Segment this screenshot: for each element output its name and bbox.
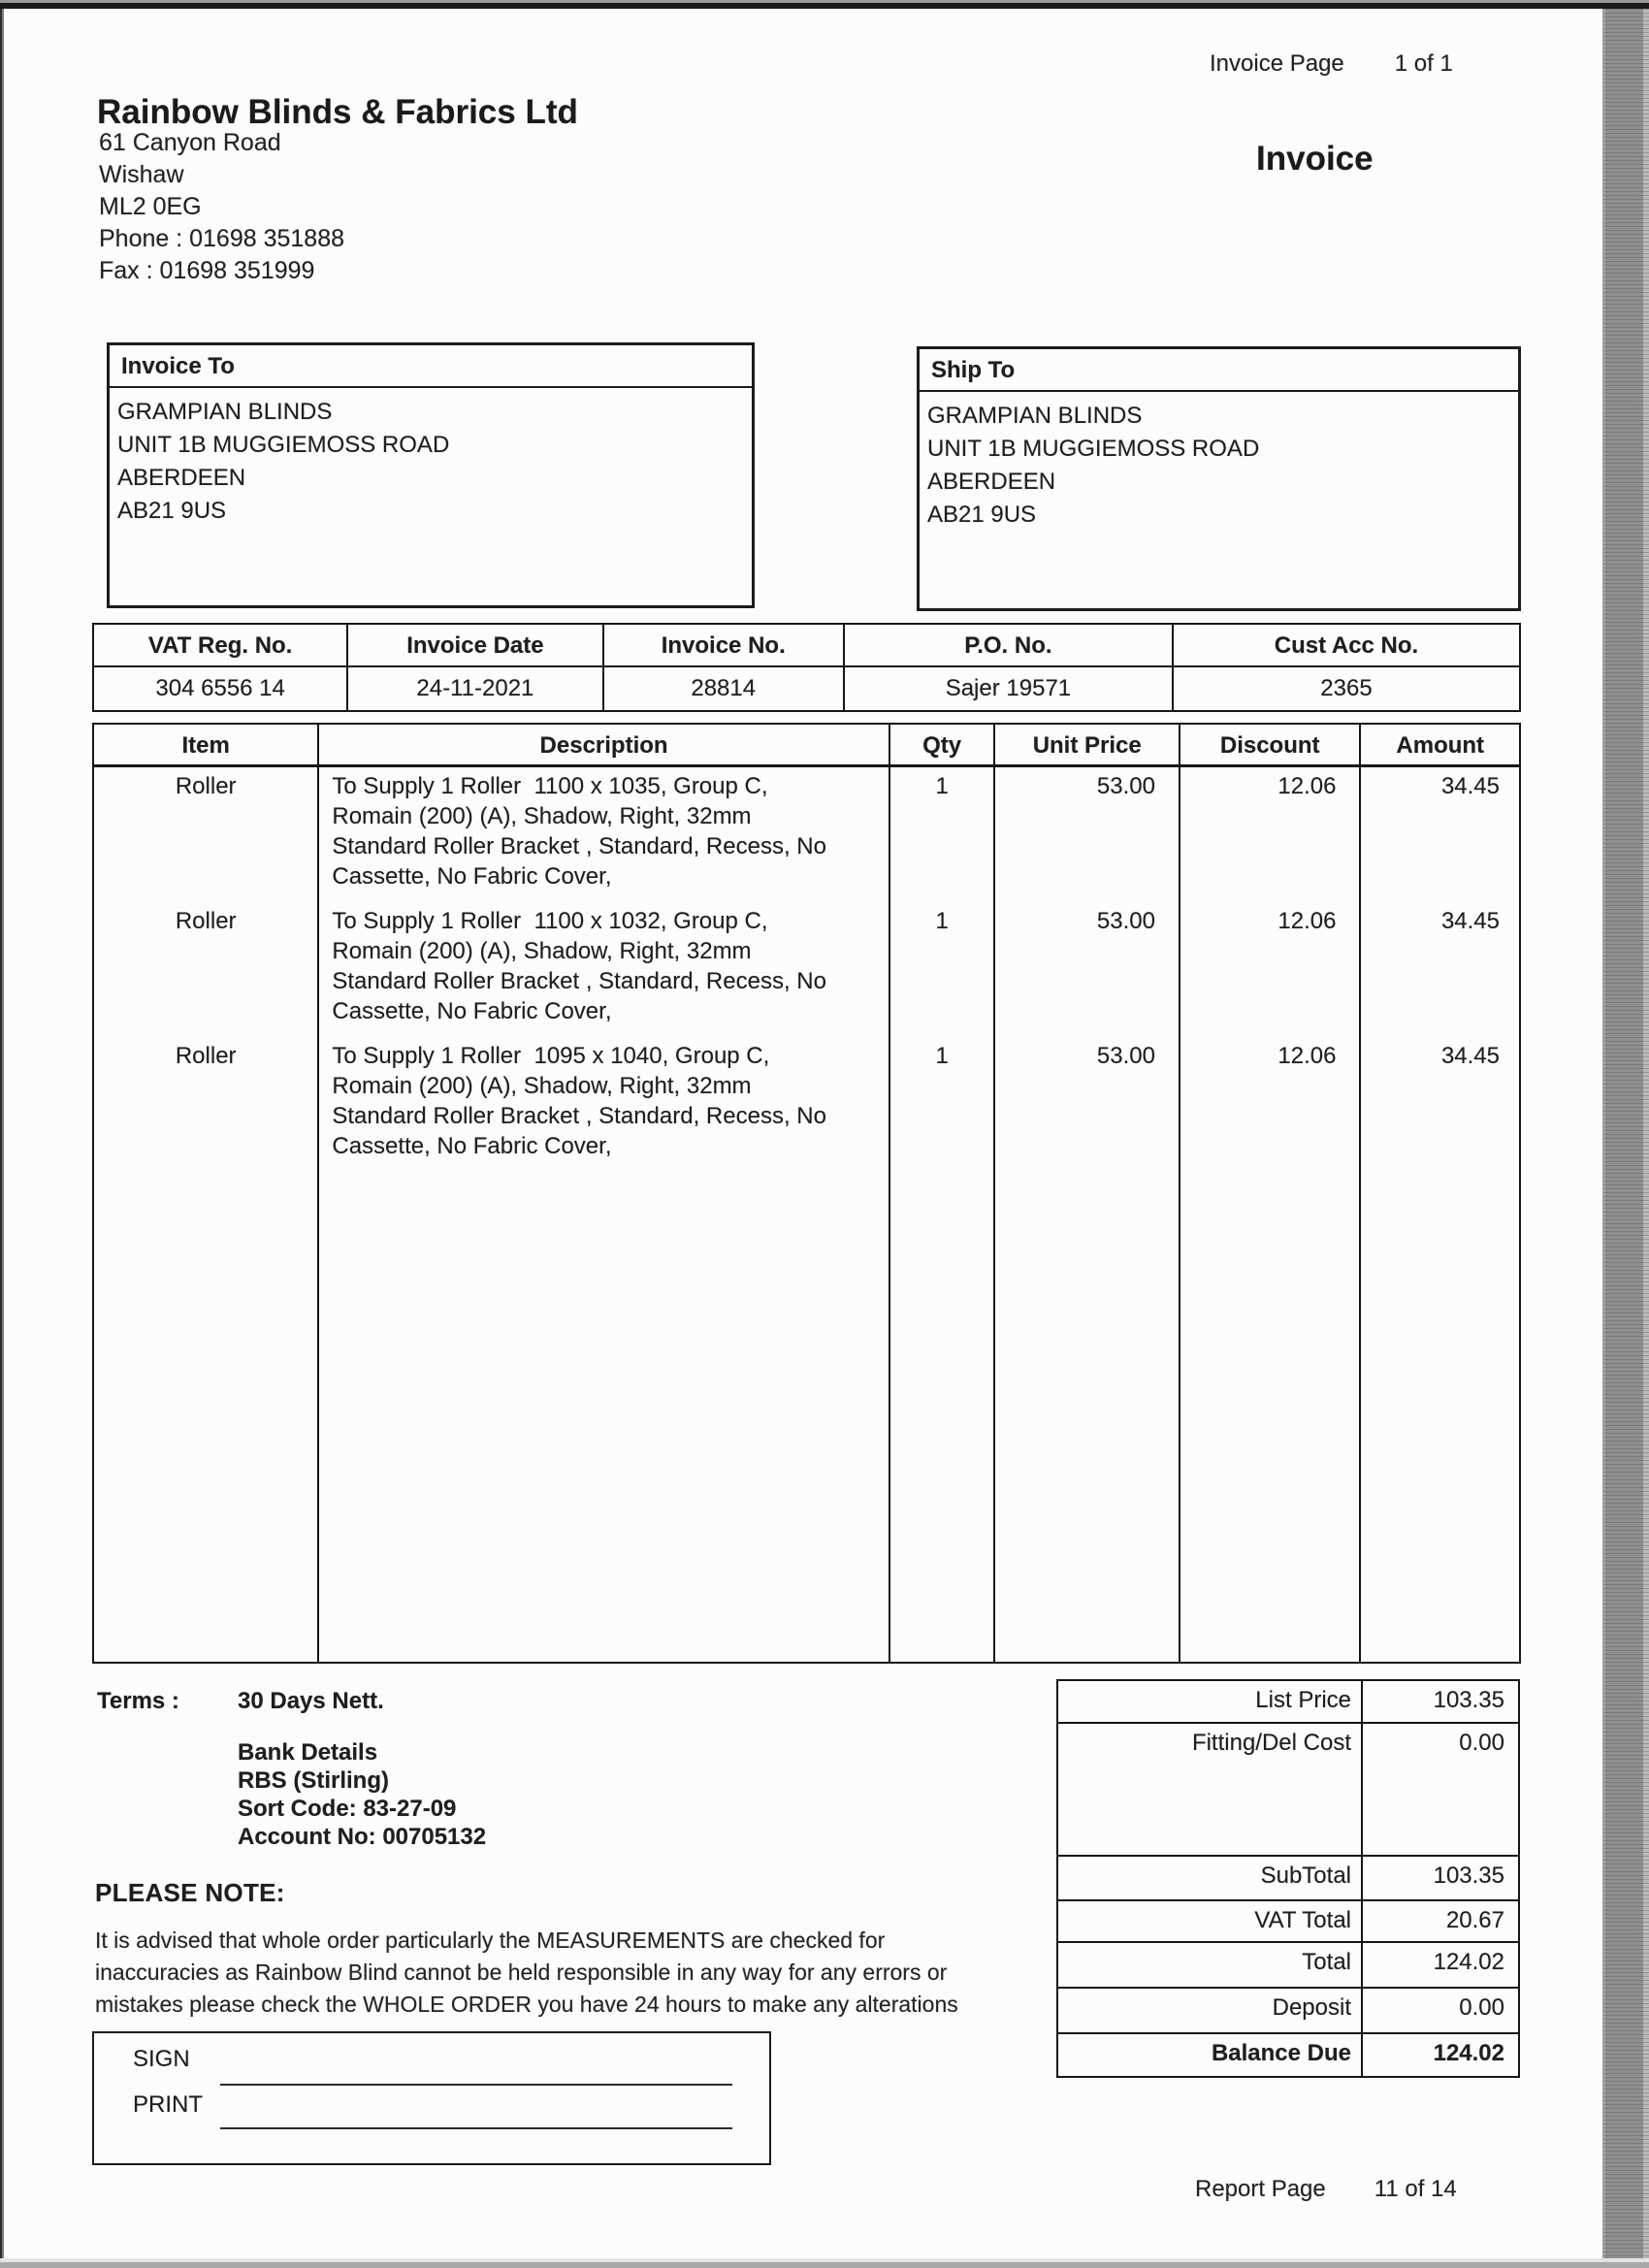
description-line: Romain (200) (A), Shadow, Right, 32mm (332, 938, 752, 964)
company-address-line: ML2 0EG (99, 193, 202, 220)
description-line: Standard Roller Bracket , Standard, Recess, No (332, 833, 826, 859)
terms-value: 30 Days Nett. (238, 1688, 384, 1714)
bank-details (238, 1738, 486, 1851)
amount-cell: 34.45 (1440, 773, 1500, 799)
meta-header-cust-acc-no: Cust Acc No. (1274, 632, 1419, 659)
qty-column (890, 767, 996, 1662)
company-name: Rainbow Blinds & Fabrics Ltd (97, 93, 578, 131)
item-cell: Roller (175, 908, 237, 934)
report-page-label: Report Page (1195, 2176, 1326, 2202)
unit-price-column (995, 767, 1180, 1662)
items-body (94, 767, 1519, 1662)
scan-bottom-edge (0, 2258, 1649, 2268)
invoice-page-indicator (1210, 50, 1453, 78)
total-row-balance-due (1058, 2034, 1518, 2076)
scan-top-edge (0, 0, 1649, 9)
discount-column (1180, 767, 1362, 1662)
ship-to-line: AB21 9US (927, 502, 1037, 528)
discount-cell: 12.06 (1277, 773, 1337, 799)
company-address-line: 61 Canyon Road (99, 129, 281, 156)
meta-header-po-no: P.O. No. (845, 625, 1174, 665)
invoice-to-line: GRAMPIAN BLINDS (117, 399, 333, 425)
balance-due-label: Balance Due (1058, 2034, 1363, 2076)
company-address-line: Wishaw (99, 161, 184, 188)
unit-price-cell: 53.00 (1096, 908, 1155, 934)
description-line: Standard Roller Bracket , Standard, Recess, No (332, 968, 826, 994)
bank-details-title: Bank Details (238, 1739, 378, 1766)
bank-account-no: Account No: 00705132 (238, 1824, 487, 1850)
invoice-page-label: Invoice Page (1210, 50, 1344, 77)
meta-value-po-no: Sajer 19571 (845, 667, 1174, 710)
sign-label: SIGN (133, 2046, 190, 2072)
vat-total-value: 20.67 (1445, 1907, 1504, 1933)
total-value: 124.02 (1433, 1949, 1504, 1975)
bank-sort-code: Sort Code: 83-27-09 (238, 1796, 457, 1822)
total-row-vat-total (1058, 1901, 1518, 1943)
disclaimer-line: inaccuracies as Rainbow Blind cannot be held responsible in any way for any errors or (95, 1960, 948, 1985)
invoice-to-address (110, 388, 752, 528)
document-title: Invoice (1256, 140, 1374, 178)
subtotal-value: 103.35 (1433, 1863, 1504, 1889)
fitting-del-cost-label: Fitting/Del Cost (1058, 1724, 1363, 1855)
items-header-item: Item (94, 725, 319, 764)
description-line: Cassette, No Fabric Cover, (332, 1133, 612, 1159)
items-header-description: Description (319, 725, 889, 764)
terms-label: Terms : (97, 1688, 179, 1714)
meta-header-row (94, 625, 1519, 667)
description-line: To Supply 1 Roller 1095 x 1040, Group C, (332, 1043, 770, 1069)
disclaimer-line: mistakes please check the WHOLE ORDER you have 24 hours to make any alterations (95, 1992, 958, 2017)
qty-cell: 1 (935, 773, 949, 799)
report-page-value: 11 of 14 (1374, 2176, 1457, 2202)
description-line: To Supply 1 Roller 1100 x 1035, Group C, (332, 773, 768, 799)
totals-box (1056, 1679, 1520, 2078)
meta-header-invoice-no: Invoice No. (604, 625, 845, 665)
sign-line (220, 2084, 732, 2086)
qty-cell: 1 (935, 1043, 949, 1069)
items-header-qty: Qty (890, 725, 996, 764)
ship-to-line: UNIT 1B MUGGIEMOSS ROAD (927, 436, 1260, 462)
description-line: Cassette, No Fabric Cover, (332, 998, 612, 1024)
list-price-label: List Price (1058, 1681, 1363, 1722)
invoice-to-line: AB21 9US (117, 498, 227, 524)
unit-price-cell: 53.00 (1096, 773, 1155, 799)
meta-header-invoice-date: Invoice Date (348, 625, 603, 665)
meta-value-vat-reg-no: 304 6556 14 (94, 667, 348, 710)
qty-cell: 1 (935, 908, 949, 934)
disclaimer-line: It is advised that whole order particularly the MEASUREMENTS are checked for (95, 1928, 886, 1953)
meta-value-cust-acc-no: 2365 (1320, 675, 1373, 701)
items-header-row (94, 725, 1519, 767)
items-header-discount: Discount (1180, 725, 1362, 764)
scan-left-edge (0, 9, 4, 2268)
description-cell (319, 906, 888, 1041)
deposit-value: 0.00 (1459, 1994, 1504, 2021)
amount-cell: 34.45 (1440, 1043, 1500, 1069)
report-page-indicator (1195, 2176, 1457, 2203)
scan-right-band (1602, 9, 1649, 2268)
invoice-meta-table (92, 623, 1521, 712)
description-column (319, 767, 889, 1662)
company-fax: Fax : 01698 351999 (99, 257, 315, 284)
invoice-to-line: UNIT 1B MUGGIEMOSS ROAD (117, 432, 450, 458)
vat-total-label: VAT Total (1058, 1901, 1363, 1941)
invoice-page-value: 1 of 1 (1394, 50, 1453, 77)
company-address (99, 127, 344, 287)
items-header-unit-price: Unit Price (995, 725, 1180, 764)
subtotal-label: SubTotal (1058, 1857, 1363, 1899)
meta-value-invoice-no: 28814 (604, 667, 845, 710)
signature-box (92, 2031, 771, 2165)
amount-column (1361, 767, 1519, 1662)
total-row-total (1058, 1943, 1518, 1989)
items-header-amount: Amount (1396, 732, 1485, 759)
disclaimer-note (95, 1925, 958, 2021)
balance-due-value: 124.02 (1433, 2040, 1504, 2066)
ship-to-title: Ship To (920, 349, 1518, 392)
print-line (220, 2127, 732, 2129)
description-line: Romain (200) (A), Shadow, Right, 32mm (332, 1073, 752, 1099)
list-price-value: 103.35 (1433, 1687, 1504, 1713)
total-row-deposit (1058, 1989, 1518, 2034)
description-line: To Supply 1 Roller 1100 x 1032, Group C, (332, 908, 768, 934)
please-note-title: PLEASE NOTE: (95, 1878, 285, 1907)
ship-to-line: ABERDEEN (927, 469, 1056, 495)
description-cell (319, 1041, 888, 1176)
invoice-to-title: Invoice To (110, 345, 752, 388)
line-items-table (92, 723, 1521, 1664)
description-cell (319, 771, 888, 906)
item-cell: Roller (175, 773, 237, 799)
description-line: Romain (200) (A), Shadow, Right, 32mm (332, 803, 752, 829)
total-row-subtotal (1058, 1857, 1518, 1901)
total-label: Total (1058, 1943, 1363, 1987)
meta-value-invoice-date: 24-11-2021 (348, 667, 603, 710)
ship-to-box (917, 346, 1521, 611)
unit-price-cell: 53.00 (1096, 1043, 1155, 1069)
discount-cell: 12.06 (1277, 1043, 1337, 1069)
fitting-del-cost-value: 0.00 (1459, 1730, 1504, 1756)
total-row-list-price (1058, 1681, 1518, 1724)
amount-cell: 34.45 (1440, 908, 1500, 934)
meta-value-row (94, 667, 1519, 710)
item-column (94, 767, 319, 1662)
ship-to-address (920, 392, 1518, 532)
invoice-to-box (107, 342, 755, 608)
print-label: PRINT (133, 2091, 203, 2118)
company-phone: Phone : 01698 351888 (99, 225, 345, 252)
bank-name: RBS (Stirling) (238, 1767, 389, 1794)
ship-to-line: GRAMPIAN BLINDS (927, 403, 1143, 429)
meta-header-vat-reg-no: VAT Reg. No. (94, 625, 348, 665)
invoice-to-line: ABERDEEN (117, 465, 246, 491)
discount-cell: 12.06 (1277, 908, 1337, 934)
description-line: Standard Roller Bracket , Standard, Recess, No (332, 1103, 826, 1129)
total-row-fitting-del-cost (1058, 1724, 1518, 1857)
description-line: Cassette, No Fabric Cover, (332, 863, 612, 890)
item-cell: Roller (175, 1043, 237, 1069)
deposit-label: Deposit (1058, 1989, 1363, 2032)
